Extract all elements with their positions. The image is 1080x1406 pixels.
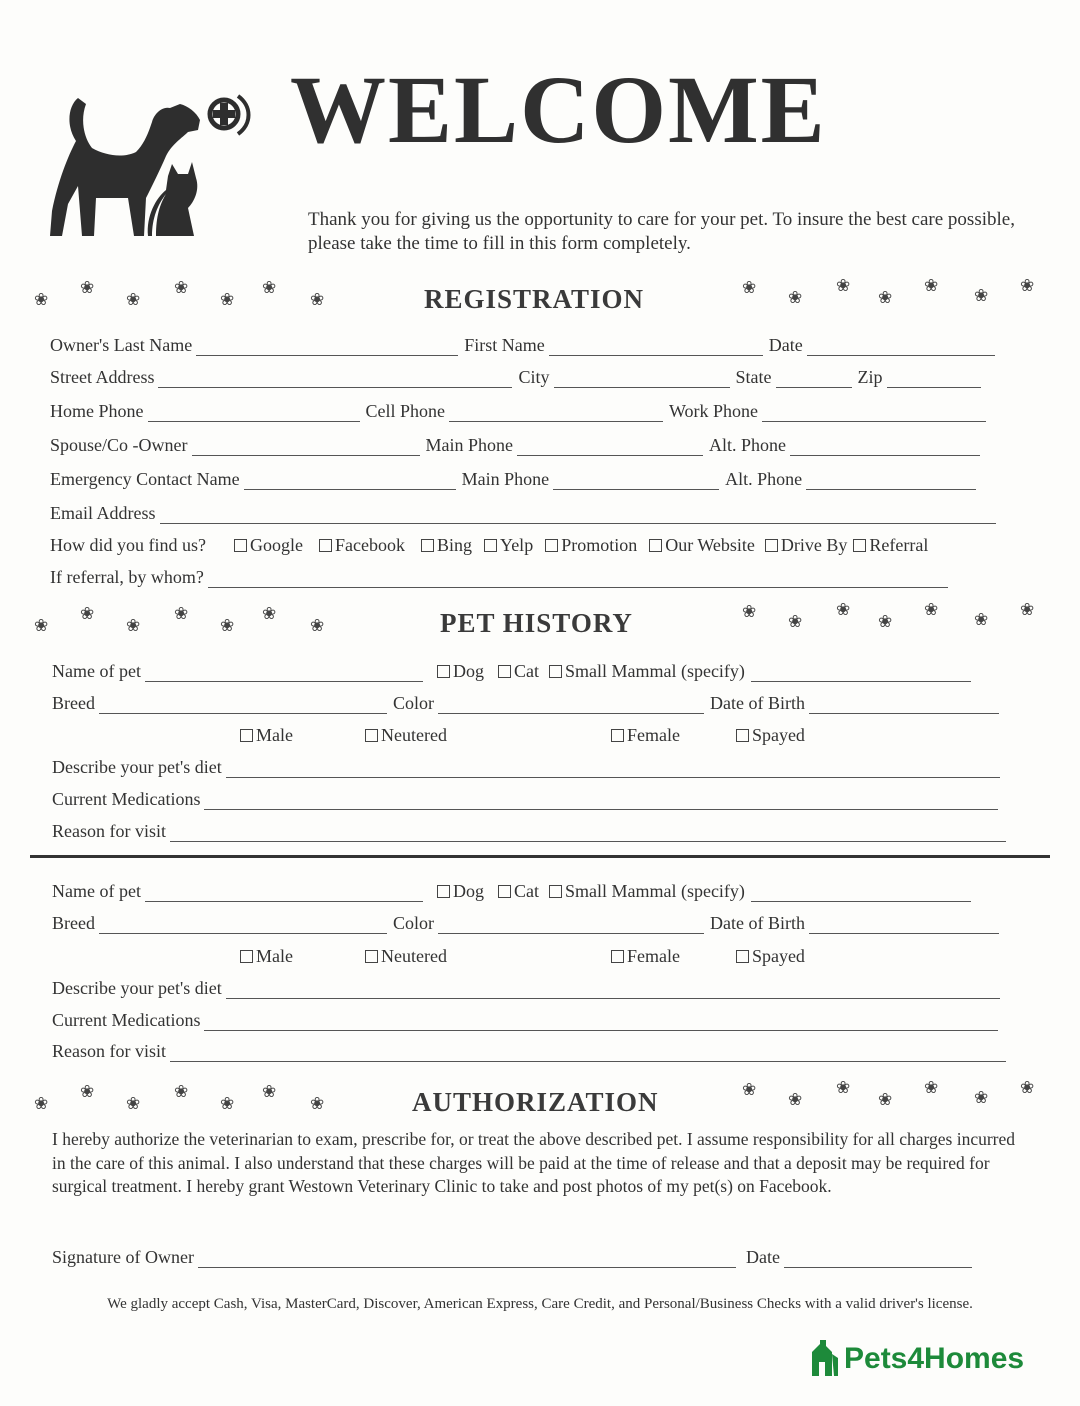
pet1-breed-row bbox=[52, 690, 1022, 714]
spouse-main-phone-field[interactable] bbox=[517, 438, 703, 456]
source-referral-checkbox[interactable]: Referral bbox=[853, 535, 928, 556]
brand-logo bbox=[810, 1340, 1024, 1378]
row-phones bbox=[50, 398, 1025, 422]
intro-text: Thank you for giving us the opportunity to care for your pet. To insure the best care possible, please take the time to fill in this form completely. bbox=[308, 209, 1015, 254]
paw-row-left bbox=[30, 1082, 350, 1122]
neutered-checkbox[interactable]: Neutered bbox=[365, 946, 447, 967]
work-phone-label: Work Phone bbox=[669, 401, 759, 421]
medications-label: Current Medications bbox=[52, 1010, 201, 1030]
paw-print-icon: ❀ bbox=[126, 290, 141, 310]
dog-cat-medical-logo-icon bbox=[48, 86, 253, 241]
first-name-label: First Name bbox=[464, 335, 545, 355]
source-yelp-checkbox[interactable]: Yelp bbox=[484, 535, 533, 556]
paw-print-icon: ❀ bbox=[788, 288, 803, 308]
paw-print-icon: ❀ bbox=[220, 1094, 235, 1114]
pet-name-label: Name of pet bbox=[52, 881, 141, 901]
city-field[interactable] bbox=[554, 370, 730, 388]
paw-print-icon: ❀ bbox=[174, 604, 189, 624]
source-website-checkbox[interactable]: Our Website bbox=[649, 535, 755, 556]
source-google-checkbox[interactable]: Google bbox=[234, 535, 303, 556]
paw-print-icon: ❀ bbox=[1020, 276, 1035, 296]
state-label: State bbox=[735, 367, 772, 387]
first-name-field[interactable] bbox=[549, 338, 763, 356]
small-mammal-field[interactable] bbox=[751, 884, 971, 902]
paw-print-icon: ❀ bbox=[742, 602, 757, 622]
checkbox-icon bbox=[736, 729, 749, 742]
referral-whom-field[interactable] bbox=[208, 570, 948, 588]
pet2-reason-row bbox=[52, 1038, 1022, 1062]
checkbox-icon bbox=[421, 539, 434, 552]
authorization-text: I hereby authorize the veterinarian to exam, prescribe for, or treat the above described pet. I assume responsibility for all charges incurred in the care of this animal. I also understand that these charges will be paid at the time of release and that a deposit may be required for surgical treatment. I hereby grant Westown Veterinary Clinic to take and post photos of my pet(s) on Facebook. bbox=[52, 1129, 1016, 1196]
color-field[interactable] bbox=[438, 916, 704, 934]
paw-print-icon: ❀ bbox=[924, 276, 939, 296]
row-address bbox=[50, 364, 1025, 388]
paw-print-icon: ❀ bbox=[80, 1082, 95, 1102]
pet2-meds-row bbox=[52, 1007, 1022, 1031]
color-label: Color bbox=[392, 913, 434, 933]
pet1-meds-row bbox=[52, 786, 1022, 810]
paw-print-icon: ❀ bbox=[974, 286, 989, 306]
paw-row-right bbox=[738, 600, 1058, 640]
diet-field[interactable] bbox=[226, 981, 1000, 999]
pet1-name-row bbox=[52, 658, 1022, 682]
pet2-breed-row bbox=[52, 910, 1022, 934]
reason-field[interactable] bbox=[170, 1044, 1006, 1062]
paw-print-icon: ❀ bbox=[220, 616, 235, 636]
pet-name-label: Name of pet bbox=[52, 661, 141, 681]
paw-print-icon: ❀ bbox=[310, 616, 325, 636]
city-label: City bbox=[518, 367, 550, 387]
paw-print-icon: ❀ bbox=[1020, 1078, 1035, 1098]
spouse-label: Spouse/Co -Owner bbox=[50, 435, 188, 455]
signature-date-label: Date bbox=[745, 1247, 780, 1267]
source-driveby-checkbox[interactable]: Drive By bbox=[765, 535, 848, 556]
street-address-field[interactable] bbox=[158, 370, 512, 388]
pet2-name-row bbox=[52, 878, 1022, 902]
pets4homes-logo-icon bbox=[810, 1340, 840, 1378]
checkbox-icon bbox=[240, 950, 253, 963]
paw-row-left bbox=[30, 604, 350, 644]
signature-label: Signature of Owner bbox=[52, 1247, 194, 1267]
breed-label: Breed bbox=[52, 913, 95, 933]
diet-field[interactable] bbox=[226, 760, 1000, 778]
row-email bbox=[50, 500, 1025, 524]
checkbox-icon bbox=[549, 885, 562, 898]
checkbox-icon bbox=[498, 885, 511, 898]
paw-print-icon: ❀ bbox=[262, 604, 277, 624]
spayed-checkbox[interactable]: Spayed bbox=[736, 946, 805, 967]
paw-print-icon: ❀ bbox=[878, 1090, 893, 1110]
pet2-sex-row bbox=[240, 943, 940, 967]
pet1-reason-row bbox=[52, 818, 1022, 842]
paw-print-icon: ❀ bbox=[80, 278, 95, 298]
spouse-main-phone-label: Main Phone bbox=[425, 435, 513, 455]
checkbox-icon bbox=[765, 539, 778, 552]
authorization-heading: AUTHORIZATION bbox=[412, 1087, 659, 1117]
payment-footer: We gladly accept Cash, Visa, MasterCard, Discover, American Express, Care Credit, and Personal/Business Checks with a valid driver's license. bbox=[107, 1296, 973, 1312]
emergency-main-phone-label: Main Phone bbox=[461, 469, 550, 489]
male-checkbox[interactable]: Male bbox=[240, 946, 293, 967]
dob-field[interactable] bbox=[809, 696, 999, 714]
paw-row-right bbox=[738, 276, 1058, 316]
paw-print-icon: ❀ bbox=[310, 1094, 325, 1114]
checkbox-icon bbox=[437, 885, 450, 898]
checkbox-icon bbox=[437, 665, 450, 678]
zip-label: Zip bbox=[857, 367, 883, 387]
breed-label: Breed bbox=[52, 693, 95, 713]
neutered-checkbox[interactable]: Neutered bbox=[365, 725, 447, 746]
checkbox-icon bbox=[365, 950, 378, 963]
home-phone-label: Home Phone bbox=[50, 401, 144, 421]
paw-print-icon: ❀ bbox=[924, 1078, 939, 1098]
cat-checkbox[interactable]: Cat bbox=[498, 661, 539, 682]
paw-row-left bbox=[30, 278, 350, 318]
dob-label: Date of Birth bbox=[710, 913, 805, 933]
paw-print-icon: ❀ bbox=[788, 612, 803, 632]
paw-print-icon: ❀ bbox=[878, 612, 893, 632]
small-mammal-field[interactable] bbox=[751, 664, 971, 682]
paw-print-icon: ❀ bbox=[34, 1094, 49, 1114]
paw-print-icon: ❀ bbox=[262, 1082, 277, 1102]
spouse-field[interactable] bbox=[192, 438, 420, 456]
date-field[interactable] bbox=[807, 338, 995, 356]
checkbox-icon bbox=[545, 539, 558, 552]
emergency-main-phone-field[interactable] bbox=[553, 472, 719, 490]
paw-print-icon: ❀ bbox=[878, 288, 893, 308]
dog-checkbox[interactable]: Dog bbox=[437, 881, 484, 902]
paw-print-icon: ❀ bbox=[742, 1080, 757, 1100]
dob-field[interactable] bbox=[809, 916, 999, 934]
source-bing-checkbox[interactable]: Bing bbox=[421, 535, 472, 556]
paw-print-icon: ❀ bbox=[126, 1094, 141, 1114]
zip-field[interactable] bbox=[887, 370, 981, 388]
paw-print-icon: ❀ bbox=[174, 278, 189, 298]
pet1-diet-row bbox=[52, 754, 1022, 778]
paw-print-icon: ❀ bbox=[924, 600, 939, 620]
paw-print-icon: ❀ bbox=[262, 278, 277, 298]
registration-heading: REGISTRATION bbox=[424, 284, 645, 314]
female-checkbox[interactable]: Female bbox=[611, 725, 680, 746]
row-owner bbox=[50, 332, 1025, 356]
checkbox-icon bbox=[319, 539, 332, 552]
home-phone-field[interactable] bbox=[148, 404, 360, 422]
email-label: Email Address bbox=[50, 503, 156, 523]
emergency-contact-label: Emergency Contact Name bbox=[50, 469, 240, 489]
paw-print-icon: ❀ bbox=[742, 278, 757, 298]
reason-label: Reason for visit bbox=[52, 1041, 166, 1061]
row-referral bbox=[50, 564, 1025, 588]
breed-field[interactable] bbox=[99, 696, 387, 714]
checkbox-icon bbox=[549, 665, 562, 678]
paw-print-icon: ❀ bbox=[126, 616, 141, 636]
paw-print-icon: ❀ bbox=[836, 1078, 851, 1098]
paw-print-icon: ❀ bbox=[80, 604, 95, 624]
male-checkbox[interactable]: Male bbox=[240, 725, 293, 746]
signature-row bbox=[52, 1244, 1022, 1268]
checkbox-icon bbox=[484, 539, 497, 552]
pet2-diet-row bbox=[52, 975, 1022, 999]
pet-divider bbox=[30, 855, 1050, 858]
cat-checkbox[interactable]: Cat bbox=[498, 881, 539, 902]
medications-field[interactable] bbox=[204, 1013, 998, 1031]
source-promotion-checkbox[interactable]: Promotion bbox=[545, 535, 637, 556]
source-facebook-checkbox[interactable]: Facebook bbox=[319, 535, 405, 556]
checkbox-icon bbox=[853, 539, 866, 552]
spouse-alt-phone-field[interactable] bbox=[790, 438, 980, 456]
paw-row-right bbox=[738, 1078, 1058, 1118]
checkbox-icon bbox=[611, 950, 624, 963]
checkbox-icon bbox=[611, 729, 624, 742]
page-title: WELCOME bbox=[290, 56, 827, 163]
paw-print-icon: ❀ bbox=[836, 276, 851, 296]
row-how-find bbox=[50, 532, 1025, 556]
dog-checkbox[interactable]: Dog bbox=[437, 661, 484, 682]
checkbox-icon bbox=[498, 665, 511, 678]
paw-print-icon: ❀ bbox=[34, 616, 49, 636]
checkbox-icon bbox=[365, 729, 378, 742]
female-checkbox[interactable]: Female bbox=[611, 946, 680, 967]
paw-print-icon: ❀ bbox=[836, 600, 851, 620]
checkbox-icon bbox=[736, 950, 749, 963]
spouse-alt-phone-label: Alt. Phone bbox=[709, 435, 787, 455]
paw-print-icon: ❀ bbox=[788, 1090, 803, 1110]
referral-whom-label: If referral, by whom? bbox=[50, 567, 204, 587]
paw-print-icon: ❀ bbox=[974, 610, 989, 630]
color-label: Color bbox=[392, 693, 434, 713]
date-label: Date bbox=[768, 335, 803, 355]
pet-history-heading: PET HISTORY bbox=[440, 608, 633, 638]
emergency-alt-phone-label: Alt. Phone bbox=[725, 469, 803, 489]
medications-label: Current Medications bbox=[52, 789, 201, 809]
emergency-contact-field[interactable] bbox=[244, 472, 456, 490]
how-find-label: How did you find us? bbox=[50, 535, 206, 555]
cell-phone-field[interactable] bbox=[449, 404, 663, 422]
signature-field[interactable] bbox=[198, 1250, 736, 1268]
brand-name: Pets4Homes bbox=[844, 1342, 1025, 1375]
email-field[interactable] bbox=[160, 506, 996, 524]
paw-print-icon: ❀ bbox=[974, 1088, 989, 1108]
diet-label: Describe your pet's diet bbox=[52, 757, 222, 777]
small-mammal-checkbox[interactable]: Small Mammal (specify) bbox=[549, 881, 745, 902]
pet1-sex-row bbox=[240, 722, 940, 746]
emergency-alt-phone-field[interactable] bbox=[806, 472, 976, 490]
work-phone-field[interactable] bbox=[762, 404, 986, 422]
paw-print-icon: ❀ bbox=[310, 290, 325, 310]
cell-phone-label: Cell Phone bbox=[365, 401, 445, 421]
checkbox-icon bbox=[649, 539, 662, 552]
paw-print-icon: ❀ bbox=[34, 290, 49, 310]
reason-field[interactable] bbox=[170, 824, 1006, 842]
reason-label: Reason for visit bbox=[52, 821, 166, 841]
pet-name-field[interactable] bbox=[145, 664, 423, 682]
state-field[interactable] bbox=[776, 370, 852, 388]
owner-last-name-label: Owner's Last Name bbox=[50, 335, 193, 355]
row-spouse bbox=[50, 432, 1025, 456]
medications-field[interactable] bbox=[204, 792, 998, 810]
signature-date-field[interactable] bbox=[784, 1250, 972, 1268]
checkbox-icon bbox=[240, 729, 253, 742]
paw-print-icon: ❀ bbox=[174, 1082, 189, 1102]
row-emergency bbox=[50, 466, 1025, 490]
dob-label: Date of Birth bbox=[710, 693, 805, 713]
breed-field[interactable] bbox=[99, 916, 387, 934]
color-field[interactable] bbox=[438, 696, 704, 714]
pet-name-field[interactable] bbox=[145, 884, 423, 902]
checkbox-icon bbox=[234, 539, 247, 552]
paw-print-icon: ❀ bbox=[220, 290, 235, 310]
diet-label: Describe your pet's diet bbox=[52, 978, 222, 998]
small-mammal-checkbox[interactable]: Small Mammal (specify) bbox=[549, 661, 745, 682]
paw-print-icon: ❀ bbox=[1020, 600, 1035, 620]
spayed-checkbox[interactable]: Spayed bbox=[736, 725, 805, 746]
owner-last-name-field[interactable] bbox=[196, 338, 458, 356]
street-address-label: Street Address bbox=[50, 367, 155, 387]
